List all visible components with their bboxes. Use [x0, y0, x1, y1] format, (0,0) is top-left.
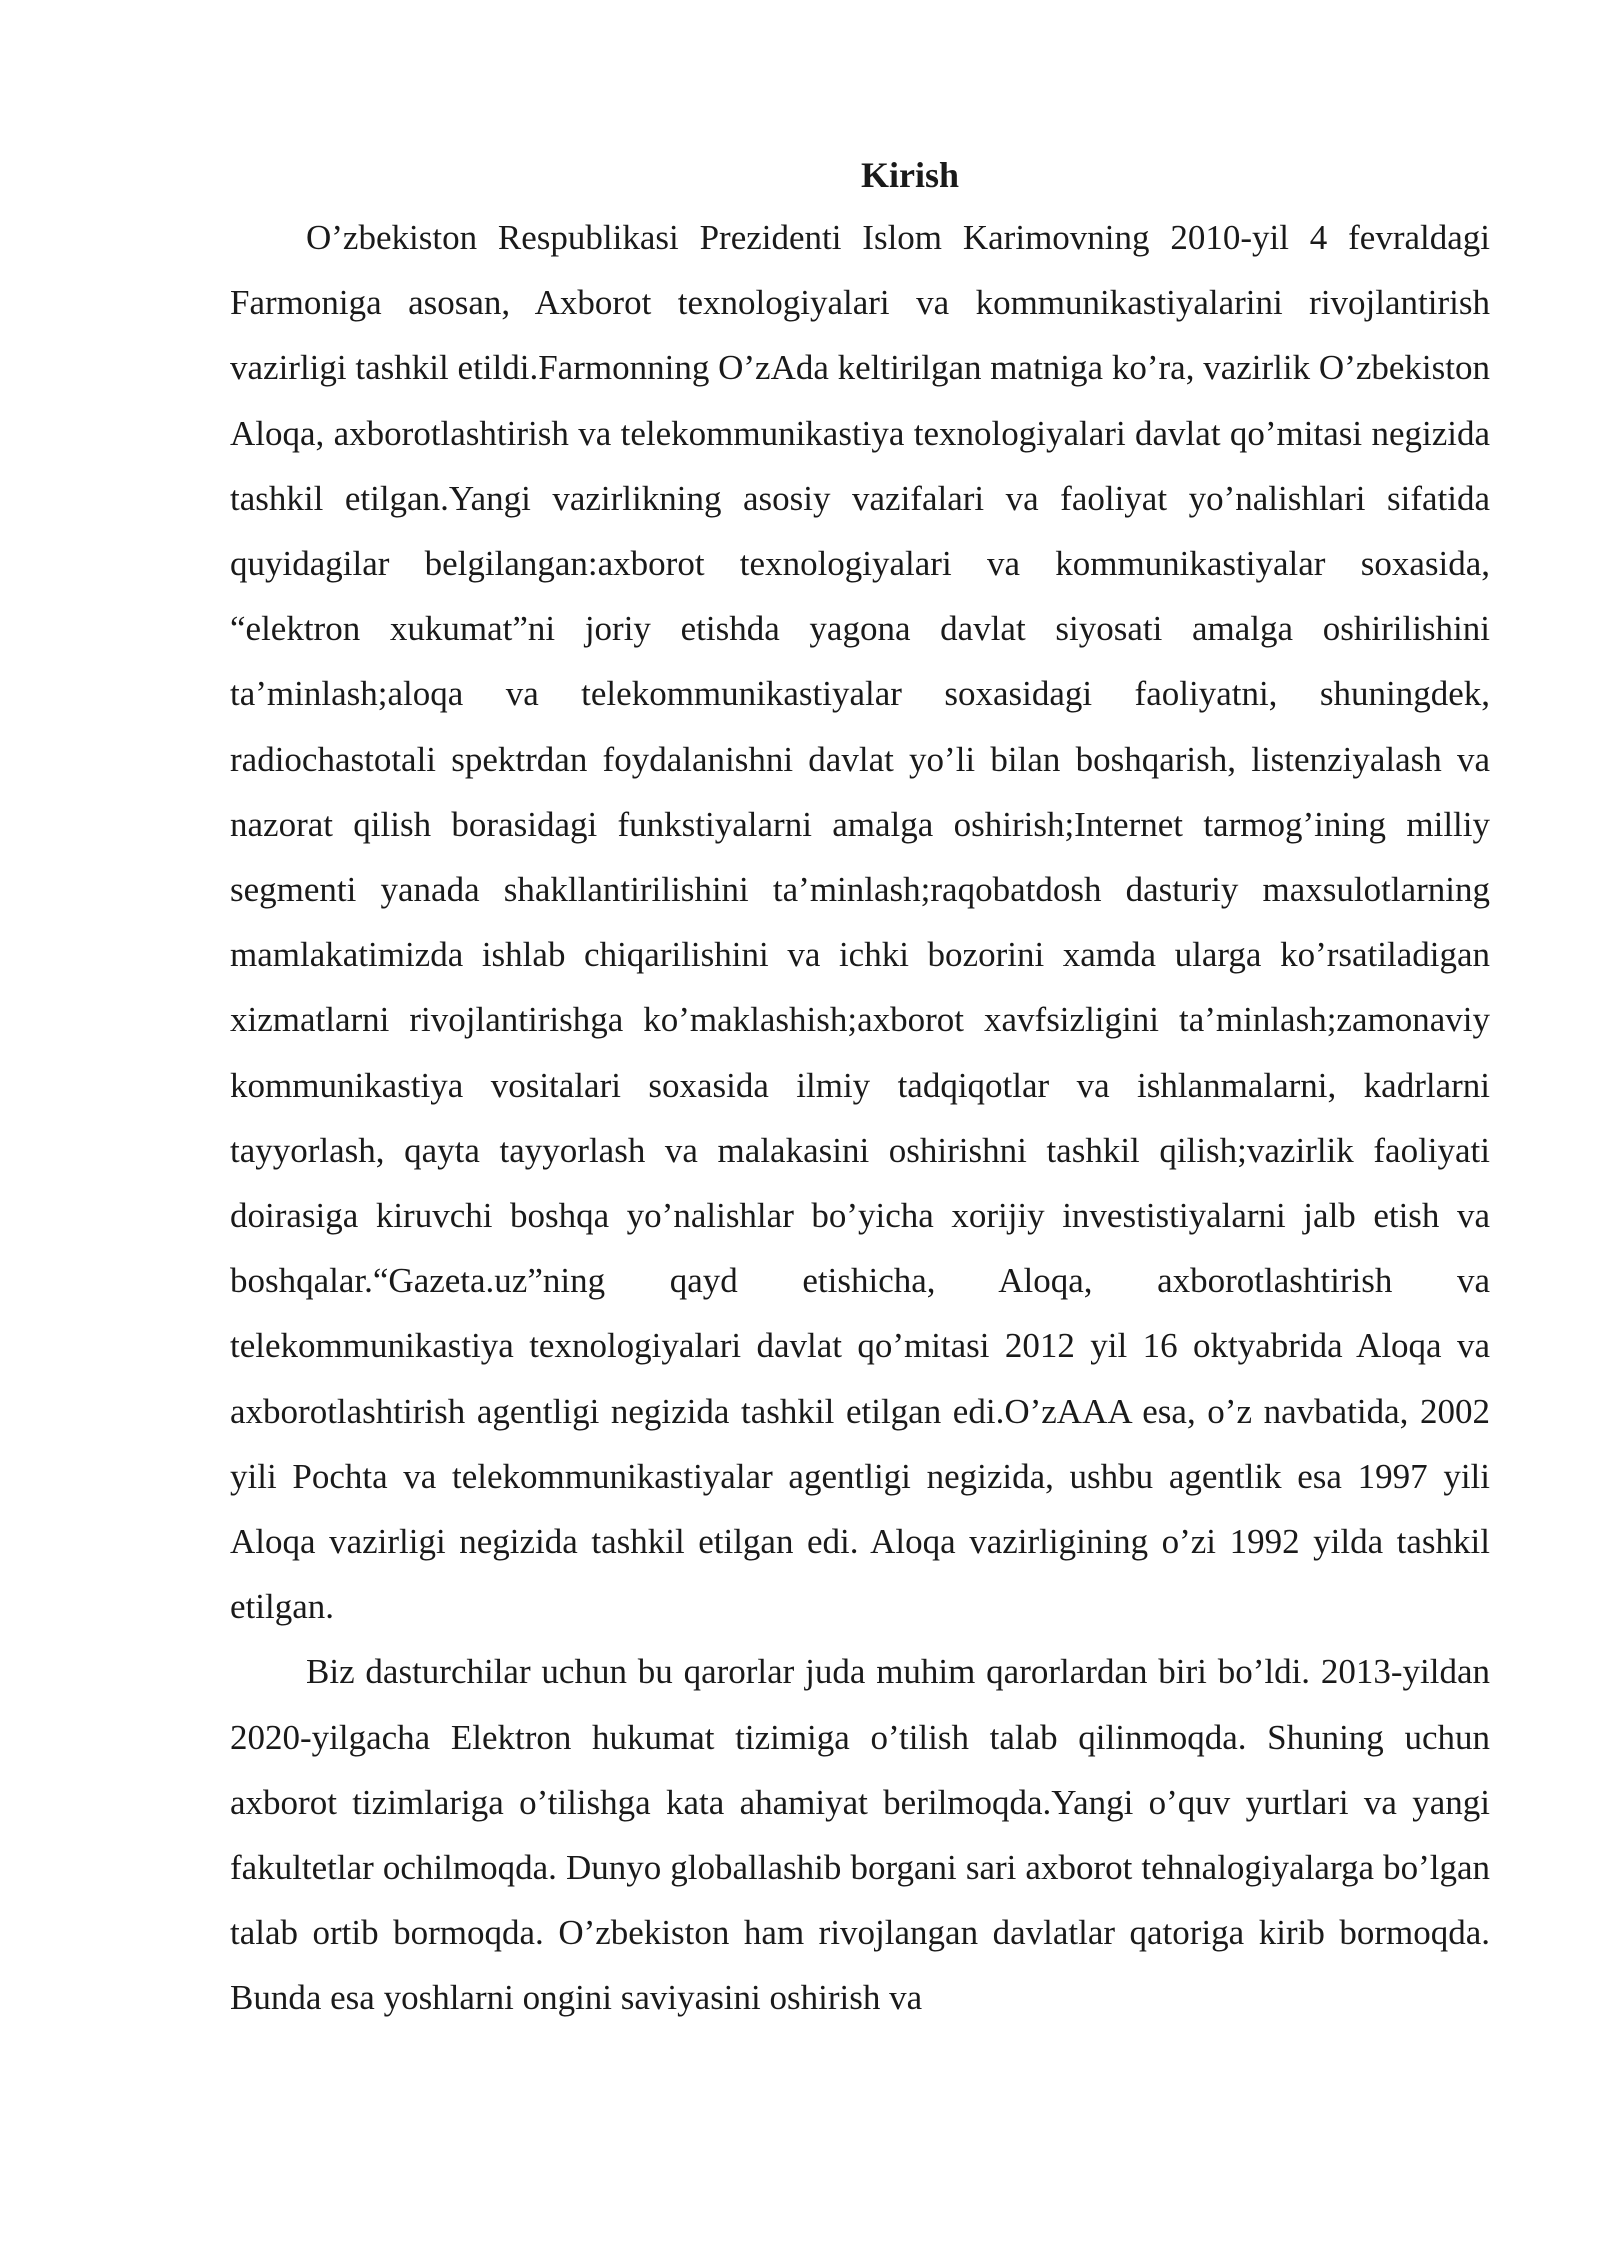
paragraph-1: O’zbekiston Respublikasi Prezidenti Islom Karimovning 2010-yil 4 fevraldagi Farmoniga asosan, Axborot texnologiyalari va kommunikastiyalarini rivojlantirish vazirligi tashkil etildi.Farmonning O’zAda keltirilgan matniga ko’ra, vazirlik O’zbekiston Aloqa, axborotlashtirish va telekommunikastiya texnologiyalari davlat qo’mitasi negizida tashkil etilgan.Yangi vazirlikning asosiy vazifalari va faoliyat yo’nalishlari sifatida quyidagilar belgilangan:axborot texnologiyalari va kommunikastiyalar soxasida, “elektron xukumat”ni joriy etishda yagona davlat siyosati amalga oshirilishini ta’minlash;aloqa va telekommunikastiyalar soxasidagi faoliyatni, shuningdek, radiochastotali spektrdan foydalanishni davlat yo’li bilan boshqarish, listenziyalash va nazorat qilish borasidagi funkstiyalarni amalga oshirish;Internet tarmog’ining milliy segmenti yanada shakllantirilishini ta’minlash;raqobatdosh dasturiy maxsulotlarning mamlakatimizda ishlab chiqarilishini va ichki bozorini xamda ularga ko’rsatiladigan xizmatlarni rivojlantirishga ko’maklashish;axborot xavfsizligini ta’minlash;zamonaviy kommunikastiya vositalari soxasida ilmiy tadqiqotlar va ishlanmalarni, kadrlarni tayyorlash, qayta tayyorlash va malakasini oshirishni tashkil qilish;vazirlik faoliyati doirasiga kiruvchi boshqa yo’nalishlar bo’yicha xorijiy investistiyalarni jalb etish va boshqalar.“Gazeta.uz”ning qayd etishicha, Aloqa, axborotlashtirish va telekommunikastiya texnologiyalari davlat qo’mitasi 2012 yil 16 oktyabrida Aloqa va axborotlashtirish agentligi negizida tashkil etilgan edi.O’zAAA esa, o’z navbatida, 2002 yili Pochta va telekommunikastiyalar agentligi negizida, ushbu agentlik esa 1997 yili Aloqa vazirligi negizida tashkil etilgan edi. Aloqa vazirligining o’zi 1992 yilda tashkil etilgan. [230, 218, 1490, 1627]
document-title: Kirish [860, 155, 959, 195]
document-page [230, 145, 1490, 2031]
paragraph-2: Biz dasturchilar uchun bu qarorlar juda muhim qarorlardan biri bo’ldi. 2013-yildan 2020-yilgacha Elektron hukumat tizimiga o’tilish talab qilinmoqda. Shuning uchun axborot tizimlariga o’tilishga kata ahamiyat berilmoqda.Yangi o’quv yurtlari va yangi fakultetlar ochilmoqda. Dunyo globallashib borgani sari axborot tehnalogiyalarga bo’lgan talab ortib bormoqda. O’zbekiston ham rivojlangan davlatlar qatoriga kirib bormoqda. Bunda esa yoshlarni ongini saviyasini oshirish va [230, 1652, 1490, 2018]
